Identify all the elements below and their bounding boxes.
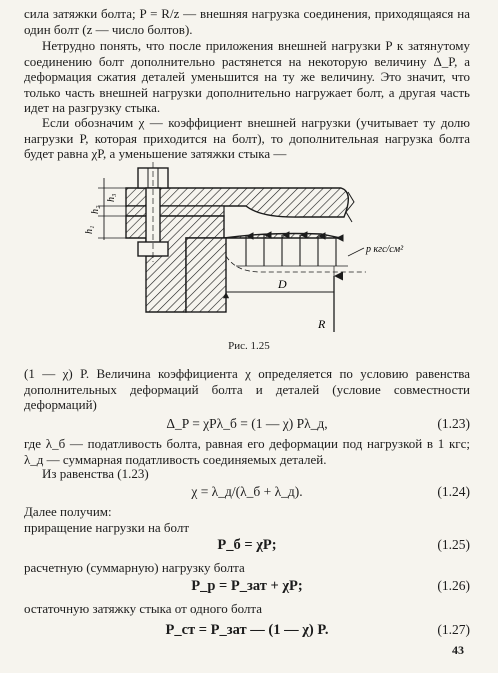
equation-number: (1.24) [437,484,470,499]
equation-formula: P_б = χP; [217,537,277,553]
equation-formula: P_р = P_зат + χP; [191,578,303,594]
equation-1-24 [24,482,470,502]
figure-bolted-joint [86,162,426,338]
paragraph-10: остаточную затяжку стыка от одного болта [24,601,262,616]
equation-1-23 [24,414,470,434]
label-h2: h₂ [90,205,101,214]
pressure-arrows [236,235,348,266]
equation-formula: Δ_P = χPλ_б = (1 — χ) Pλ_д, [166,416,328,431]
gasket-plate [126,206,224,216]
label-h3: h₃ [106,193,117,202]
paragraph-2: Нетрудно понять, что после приложения внешней нагрузки P к затянутому соединению болт дополнительно растянется на некоторую величину Δ_P, а деформация сжатия деталей уменьшится на ту же величину. Это значит, что только часть внешней нагрузки дополнительно нагружает болт, а другая часть идет на разгрузку стыка. [24,38,470,115]
paragraph-7: Далее получим: [24,504,112,519]
equation-number: (1.23) [437,416,470,431]
paragraph-5: где λ_б — податливость болта, равная его деформации под нагрузкой в 1 кгс; λ_д — суммарная податливость соединяемых деталей. [24,436,470,467]
equation-1-25 [24,535,470,555]
label-h1: h₁ [84,225,95,234]
equation-formula: χ = λ_д/(λ_б + λ_д). [191,484,303,499]
equation-1-27 [24,620,470,640]
paragraph-6: Из равенства (1.23) [42,466,149,481]
paragraph-9: расчетную (суммарную) нагрузку болта [24,560,245,575]
equation-number: (1.25) [437,537,470,552]
page-number: 43 [452,643,464,657]
equation-number: (1.26) [437,578,470,593]
figure-caption: Рис. 1.25 [228,340,270,352]
paragraph-4: (1 — χ) P. Величина коэффициента χ определяется по условию равенства дополнительных деформаций болта и деталей (условие совместности деформаций) [24,366,470,412]
paragraph-8: приращение нагрузки на болт [24,520,190,535]
label-pressure: p кгс/см² [366,244,404,255]
equation-formula: P_ст = P_зат — (1 — χ) P. [165,622,329,638]
label-D: D [278,277,287,291]
lower-wall [186,238,226,312]
label-R: R [318,317,326,331]
paragraph-3: Если обозначим χ — коэффициент внешней нагрузки (учитывает ту долю нагрузки P, которая приходится на болт), то дополнительная нагрузка болта будет равна χP, а уменьшение затяжки стыка — [24,115,470,161]
equation-number: (1.27) [437,622,470,637]
paragraph-1: сила затяжки болта; P = R/z — внешняя нагрузка соединения, приходящаяся на один болт (z — число болтов). [24,6,470,37]
equation-1-26 [24,576,470,596]
